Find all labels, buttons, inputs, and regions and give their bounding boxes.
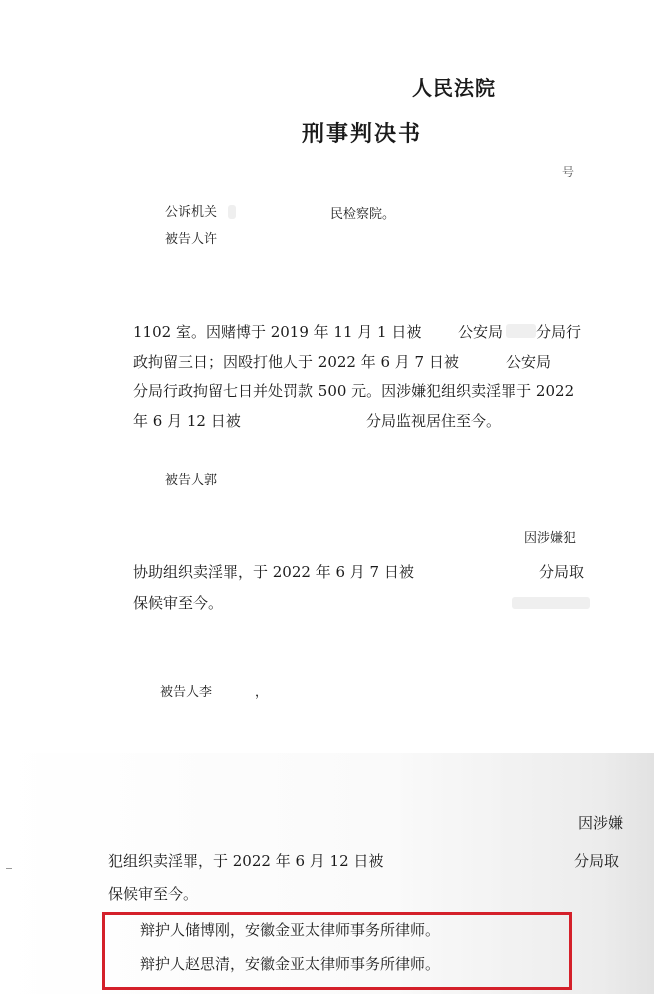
- para1-line3: 分局行政拘留七日并处罚款 500 元。因涉嫌犯组织卖淫罪于 2022: [133, 382, 575, 400]
- para1-line4-a: 年 6 月 12 日被: [133, 412, 241, 430]
- highlight-box: [102, 912, 572, 990]
- redaction: [512, 597, 590, 609]
- para2-line3: 保候审至今。: [133, 594, 224, 612]
- para1-line2-a: 政拘留三日；因殴打他人于 2022 年 6 月 7 日被: [133, 353, 459, 371]
- para1-line1-b: 公安局: [458, 323, 504, 341]
- court-name: 人民法院: [412, 76, 496, 100]
- para3-line2-b: 分局取: [574, 852, 620, 870]
- defendant3-label: 被告人李: [160, 685, 213, 700]
- para3-line2-a: 犯组织卖淫罪，于 2022 年 6 月 12 日被: [108, 852, 384, 870]
- redaction: [506, 324, 536, 338]
- defender-line-1: 辩护人储博刚，安徽金亚太律师事务所律师。: [140, 921, 441, 939]
- case-number-suffix: 号: [562, 165, 575, 179]
- para3-line1: 因涉嫌: [578, 814, 624, 832]
- para1-line1-c: 分局行: [536, 323, 582, 341]
- para2-line2-b: 分局取: [539, 563, 585, 581]
- document-title: 刑事判决书: [302, 121, 423, 147]
- para1-line1-a: 1102 室。因赌博于 2019 年 11 月 1 日被: [133, 323, 422, 341]
- prosecutor-name-suffix: 民检察院。: [330, 207, 396, 222]
- defender-line-2: 辩护人赵思清，安徽金亚太律师事务所律师。: [140, 955, 441, 973]
- para1-line2-b: 公安局: [506, 353, 552, 371]
- para2-line1: 因涉嫌犯: [524, 531, 577, 546]
- prosecutor-label: 公诉机关: [165, 205, 218, 220]
- defendant2-label: 被告人郭: [165, 473, 218, 488]
- redaction: [228, 205, 236, 219]
- defendant1-label: 被告人许: [165, 232, 218, 247]
- para2-line2-a: 协助组织卖淫罪，于 2022 年 6 月 7 日被: [133, 563, 414, 581]
- para3-line3: 保候审至今。: [108, 885, 199, 903]
- margin-mark: [6, 868, 12, 869]
- para1-line4-b: 分局监视居住至今。: [366, 412, 502, 430]
- defendant3-comma: ，: [255, 685, 269, 700]
